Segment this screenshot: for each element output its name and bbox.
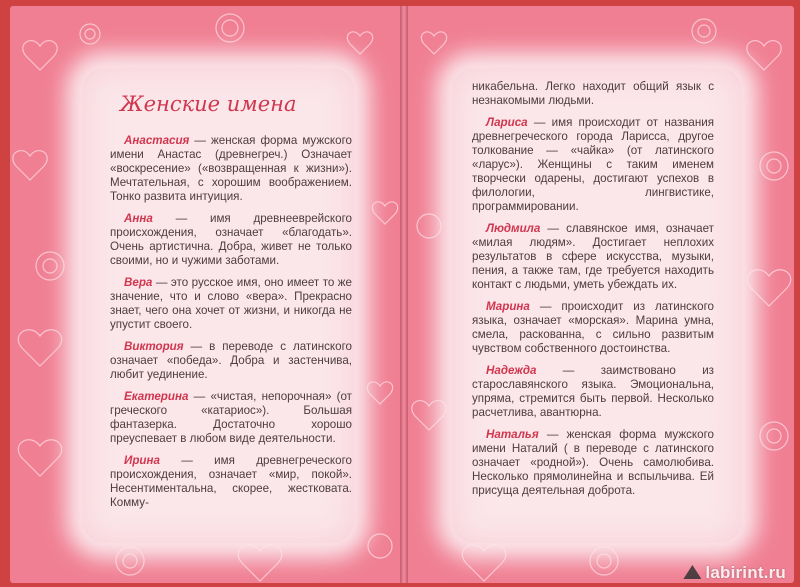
- entry-text: — в переводе с латинского означает «победа». Добра и застенчива, любит уединение.: [110, 340, 352, 381]
- name-entry: [472, 300, 714, 356]
- entry-name: Анна: [124, 212, 153, 225]
- entry-text: — женская форма мужского имени Наталий ( в переводе с латинского означает «родной»). Очень самолюбива. Несколько прямолинейна и вспыльчива. Ей присуща деятельная доброта.: [472, 428, 714, 497]
- entry-text: — имя древнегреческого происхождения, означает «мир, покой». Несентиментальна, скорее, жестковата. Комму-: [110, 454, 352, 509]
- entry-text: — это русское имя, оно имеет то же значение, что и слово «вера». Прекрасно знает, чего она хочет от жизни, и никогда не упустит своего.: [110, 276, 352, 331]
- watermark-text: labirint.ru: [705, 563, 786, 582]
- entry-name: Ирина: [124, 454, 160, 467]
- entry-text: — заимствовано из старославянского языка. Эмоциональна, упряма, стремится быть первой. Несколько расчетлива, авантюрна.: [472, 364, 714, 419]
- entry-name: Анастасия: [124, 134, 190, 147]
- continued-text: никабельна. Легко находит общий язык с незнакомыми людьми.: [472, 80, 714, 107]
- entry-name: Марина: [486, 300, 530, 313]
- entry-text: — имя древнееврейского происхождения, означает «благодать». Очень артистична. Добра, живет не только своими, но и чужими заботами.: [110, 212, 352, 267]
- entry-name: Лариса: [486, 116, 528, 129]
- entry-name: Надежда: [486, 364, 537, 377]
- name-entry: [472, 222, 714, 292]
- name-entry: [472, 364, 714, 420]
- name-entry: [110, 390, 352, 446]
- name-entry: [110, 212, 352, 268]
- entry-text: — имя происходит от названия древнегреческого города Ларисса, другое толкование — «чайка» (от латинского «ларус»). Женщины с таким именем творчески одарены, достигают успехов в филологии, лингвистике, программировании.: [472, 116, 714, 213]
- name-entry: [472, 428, 714, 498]
- entry-name: Вера: [124, 276, 153, 289]
- page-title: Женские имена: [120, 92, 297, 116]
- entry-text: — славянское имя, означает «милая людям». Достигает неплохих результатов в сфере искусства, музыки, пения, а также там, где требуется находить контакт с людьми, уметь убеждать их.: [472, 222, 714, 291]
- name-entry: [110, 134, 352, 204]
- entry-name: Екатерина: [124, 390, 189, 403]
- entry-text: — женская форма мужского имени Анастас (древнегреч.) Означает «воскресение» («возвращенная к жизни»). Мечтательная, с хорошим воображением. Тонко развита интуиция.: [110, 134, 352, 203]
- right-page-text: [472, 80, 714, 506]
- name-entry: [110, 454, 352, 510]
- left-page-text: [110, 92, 352, 518]
- entry-text: — происходит из латинского языка, означает «морская». Марина умна, смела, раскованна, с сильно развитым чувством собственного достоинства.: [472, 300, 714, 355]
- name-entry: [110, 340, 352, 382]
- name-entry: [472, 116, 714, 214]
- entry-name: Наталья: [486, 428, 539, 441]
- name-entry: [110, 276, 352, 332]
- watermark: [683, 563, 786, 583]
- entry-name: Людмила: [486, 222, 541, 235]
- entry-name: Виктория: [124, 340, 184, 353]
- book-spine: [400, 6, 408, 583]
- entry-text: — «чистая, непорочная» (от греческого «катариос»). Большая фантазерка. Достаточно хорошо преуспевает в любом виде деятельности.: [110, 390, 352, 445]
- labirint-logo-icon: [683, 565, 701, 579]
